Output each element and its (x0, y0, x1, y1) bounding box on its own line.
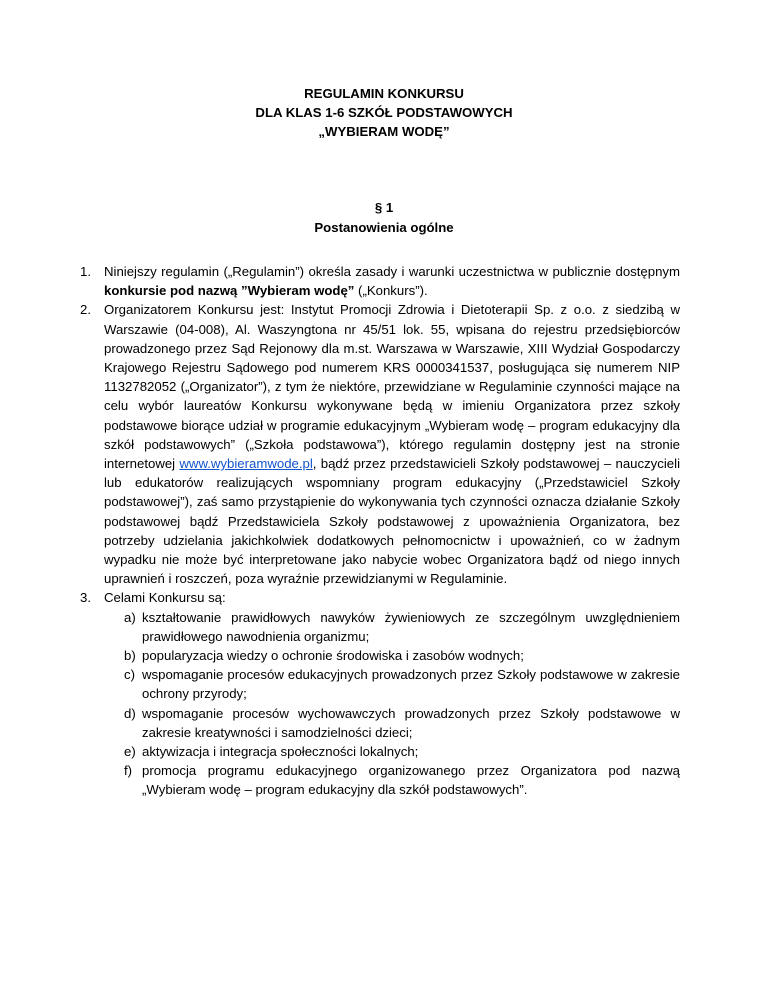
item-number: 3. (80, 590, 91, 606)
section-header (0, 198, 768, 238)
sub-item-letter: d) (124, 705, 136, 721)
sub-item-text: wspomaganie procesów wychowawczych prowadzonych przez Szkoły podstawowe w zakresie kreatywności i samodzielności dzieci; (142, 705, 680, 740)
item-text: Organizatorem Konkursu jest: Instytut Promocji Zdrowia i Dietoterapii Sp. z o.o. z siedzibą w Warszawie (04-008), Al. Waszyngtona nr 45/51 lok. 55, wpisana do rejestru przedsiębiorców prowadzonego przez Sąd Rejonowy dla m.st. Warszawa w Warszawie, XIII Wydział Gospodarczy Krajowego Rejestru Sądowego pod numerem KRS 0000341537, posługująca się numerem NIP 1132782052 („Organizator”), z tym że niektóre, przewidziane w Regulaminie czynności mające na celu wybór laureatów Konkursu wykonywane będą w imieniu Organizatora przez szkoły podstawowe biorące udział w programie edukacyjnym „Wybieram wodę – program edukacyjny dla szkół podstawowych” („Szkoła podstawowa”), którego regulamin dostępny jest na stronie internetowej (104, 302, 680, 472)
sub-item-letter: f) (124, 763, 133, 779)
sub-list-item (104, 704, 680, 742)
sub-list-item (104, 646, 680, 665)
item-text: Celami Konkursu są: (104, 590, 226, 606)
item-number: 2. (80, 302, 91, 318)
sub-item-letter: c) (124, 667, 135, 683)
sub-item-letter: a) (124, 609, 136, 625)
list-item (80, 300, 680, 588)
sub-list-item (104, 608, 680, 646)
document-title (0, 84, 768, 141)
title-line-1: REGULAMIN KONKURSU (304, 86, 464, 101)
title-line-3: „WYBIERAM WODĘ” (318, 124, 450, 139)
sub-item-text: promocja programu edukacyjnego organizowanego przez Organizatora pod nazwą „Wybieram wodę – program edukacyjny dla szkół podstawowych”. (142, 763, 680, 798)
sub-list-item (104, 761, 680, 799)
item-text: („Konkurs”). (354, 283, 428, 299)
item-bold-text: konkursie pod nazwą ”Wybieram wodę” (104, 283, 355, 299)
sub-list-item (104, 742, 680, 761)
sub-item-letter: e) (124, 744, 136, 760)
item-number: 1. (80, 264, 91, 279)
sub-item-text: wspomaganie procesów edukacyjnych prowadzonych przez Szkoły podstawowe w zakresie ochrony przyrody; (142, 667, 680, 702)
section-heading: Postanowienia ogólne (314, 220, 454, 235)
sub-item-letter: b) (124, 648, 136, 664)
section-number: § 1 (374, 200, 394, 215)
title-line-2: DLA KLAS 1-6 SZKÓŁ PODSTAWOWYCH (255, 105, 513, 120)
item-text: , bądź przez przedstawicieli Szkoły podstawowej – nauczycieli lub edukatorów realizujących wspomniany program edukacyjny („Przedstawiciel Szkoły podstawowej”), zaś samo przystąpienie do wykonywania tych czynności oznacza działanie Szkoły podstawowej bądź Przedstawiciela Szkoły podstawowej z upoważnienia Organizatora, bez potrzeby udzielania jakichkolwiek dodatkowych pełnomocnictw i upoważnień, co w żadnym wypadku nie może być interpretowane jako nabycie wobec Organizatora bądź od niego innych uprawnień i roszczeń, poza wyraźnie przewidzianymi w Regulaminie. (104, 456, 680, 587)
sub-item-text: aktywizacja i integracja społeczności lokalnych; (142, 744, 419, 760)
sub-item-text: kształtowanie prawidłowych nawyków żywieniowych ze szczególnym uwzględnieniem prawidłowego nawodnienia organizmu; (142, 609, 680, 644)
list-item (80, 588, 680, 799)
item-text: Niniejszy regulamin („Regulamin”) określa zasady i warunki uczestnictwa w publicznie dostępnym (104, 264, 680, 279)
sub-item-text: popularyzacja wiedzy o ochronie środowiska i zasobów wodnych; (142, 648, 524, 664)
website-link[interactable]: www.wybieramwode.pl (179, 456, 313, 472)
goals-list (104, 608, 680, 800)
provisions-list (80, 262, 680, 800)
section-body (80, 262, 680, 800)
sub-list-item (104, 665, 680, 703)
list-item (80, 262, 680, 300)
